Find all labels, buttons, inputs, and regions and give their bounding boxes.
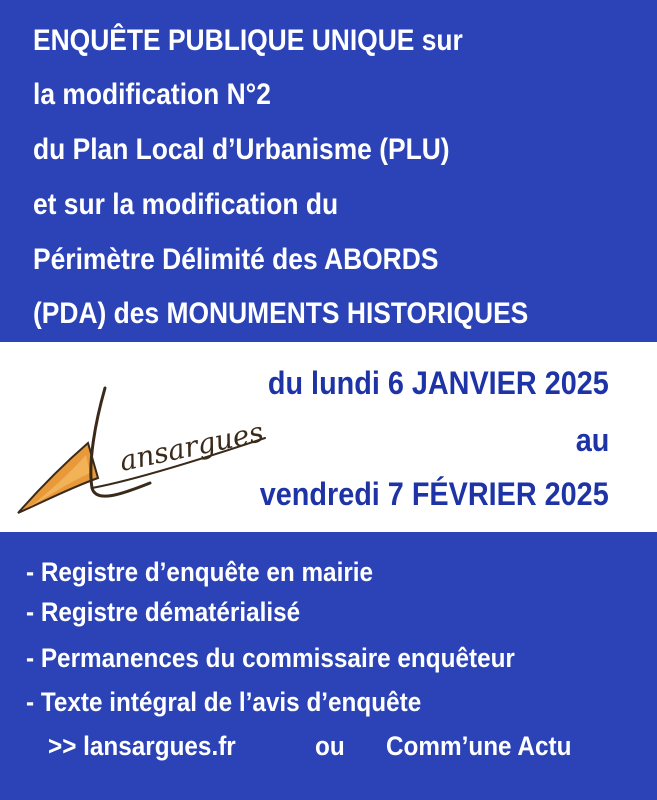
logo-orange-horn (18, 443, 98, 513)
title-line-2: la modification N°2 (33, 78, 271, 111)
title-line-3: du Plan Local d’Urbanisme (PLU) (33, 133, 450, 166)
lansargues-logo (10, 383, 280, 523)
logo-text: ansargues (116, 415, 267, 478)
title-panel (0, 0, 657, 342)
title-line-6: (PDA) des MONUMENTS HISTORIQUES (33, 297, 529, 330)
date-end: vendredi 7 FÉVRIER 2025 (260, 476, 609, 512)
title-line-4: et sur la modification du (33, 188, 339, 221)
list-item-digital-register: - Registre dématérialisé (26, 597, 301, 627)
date-connector: au (575, 422, 609, 458)
title-line-1: ENQUÊTE PUBLIQUE UNIQUE sur (33, 24, 463, 57)
list-item-full-text: - Texte intégral de l’avis d’enquête (26, 687, 422, 717)
website-link[interactable]: >> lansargues.fr (48, 731, 236, 761)
list-item-permanences: - Permanences du commissaire enquêteur (26, 643, 515, 673)
list-item-register: - Registre d’enquête en mairie (26, 557, 374, 587)
communication-link[interactable]: Comm’une Actu (386, 731, 572, 761)
title-line-5: Périmètre Délimité des ABORDS (33, 243, 439, 276)
link-separator: ou (315, 731, 345, 761)
date-start: du lundi 6 JANVIER 2025 (268, 365, 609, 401)
